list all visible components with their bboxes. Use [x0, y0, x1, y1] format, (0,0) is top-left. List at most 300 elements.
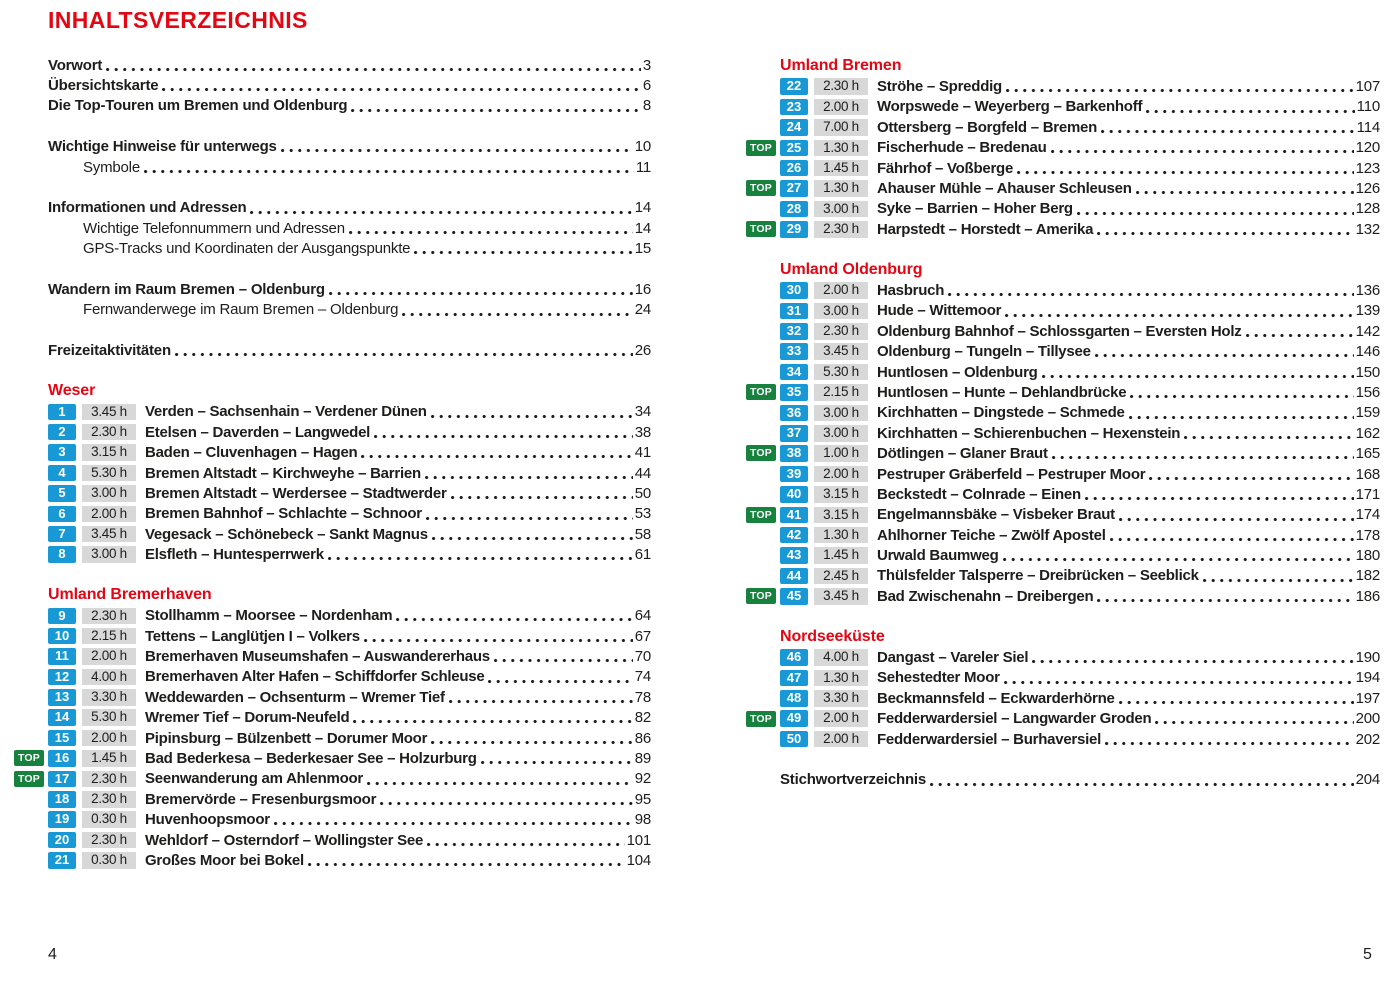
tour-page: 202 — [1355, 730, 1380, 748]
dot-leader — [353, 719, 632, 724]
tour-title: Huvenhoopsmoor — [145, 811, 270, 829]
tour-duration: 3.45 h — [82, 404, 136, 421]
tour-title: Wehldorf – Osterndorf – Wollingster See — [145, 831, 424, 849]
tour-title: Engelmannsbäke – Visbeker Braut — [877, 506, 1115, 524]
spacer — [48, 259, 651, 279]
tour-page: 168 — [1355, 465, 1380, 483]
tour-title: Pipinsburg – Bülzenbett – Dorumer Moor — [145, 729, 428, 747]
dot-leader — [250, 210, 632, 215]
tour-title: Bad Zwischenahn – Dreibergen — [877, 587, 1094, 605]
tour-duration: 2.30 h — [82, 771, 136, 788]
tour-entry — [780, 158, 1380, 178]
tour-title: Pestruper Gräberfeld – Pestruper Moor — [877, 465, 1146, 483]
tour-page: 78 — [634, 688, 651, 706]
tour-title: Dötlingen – Glaner Braut — [877, 445, 1048, 463]
tour-entry — [48, 402, 651, 422]
tour-number-badge: 46 — [780, 649, 808, 666]
tour-duration: 3.45 h — [82, 526, 136, 543]
tour-number-badge: 1 — [48, 404, 76, 421]
dot-leader — [930, 782, 1354, 787]
tour-title: Bad Bederkesa – Bederkesaer See – Holzurburg — [145, 750, 477, 767]
spacer — [48, 320, 651, 340]
tour-entry — [750, 382, 1380, 402]
tour-duration: 3.45 h — [814, 343, 868, 360]
tour-number-badge: 12 — [48, 669, 76, 686]
tour-duration: 2.00 h — [814, 710, 868, 727]
tour-entry — [750, 219, 1380, 239]
dot-leader — [1042, 374, 1354, 379]
tour-duration: 2.45 h — [814, 568, 868, 585]
tour-duration: 3.00 h — [814, 201, 868, 218]
tour-entry — [780, 301, 1380, 321]
tour-page: 171 — [1355, 485, 1380, 503]
dot-leader — [1097, 231, 1353, 236]
tour-section — [750, 627, 1380, 749]
dot-leader — [1004, 680, 1354, 685]
tour-number-badge: 42 — [780, 527, 808, 544]
tour-entry — [48, 809, 651, 829]
tour-entry — [780, 403, 1380, 423]
toc-entry-label: Wandern im Raum Bremen – Oldenburg — [48, 280, 325, 298]
dot-leader — [1155, 720, 1353, 725]
tour-entry — [780, 729, 1380, 749]
dot-leader — [1017, 170, 1353, 175]
tour-duration: 1.30 h — [814, 527, 868, 544]
tour-number-badge: 37 — [780, 425, 808, 442]
tour-duration: 3.15 h — [814, 507, 868, 524]
toc-entry — [48, 340, 651, 360]
toc-entry-label: Übersichtskarte — [48, 77, 159, 95]
tour-number-badge: 13 — [48, 689, 76, 706]
tour-entry — [750, 443, 1380, 463]
dot-leader — [1129, 415, 1354, 420]
toc-entry — [48, 198, 651, 218]
tour-duration: 2.00 h — [82, 730, 136, 747]
toc-entry — [48, 75, 651, 95]
section-tour-list — [48, 402, 651, 565]
tour-duration: 2.30 h — [814, 323, 868, 340]
tour-page: 101 — [626, 831, 651, 849]
toc-entry-page: 6 — [642, 77, 651, 95]
tour-duration: 7.00 h — [814, 119, 868, 136]
toc-entry — [48, 218, 651, 238]
tour-entry — [780, 484, 1380, 504]
tour-number-badge: 30 — [780, 282, 808, 299]
tour-title: Huntlosen – Oldenburg — [877, 363, 1038, 381]
tour-title: Vegesack – Schönebeck – Sankt Magnus — [145, 525, 428, 543]
tour-duration: 3.00 h — [814, 303, 868, 320]
tour-entry — [750, 586, 1380, 606]
tour-title: Sehestedter Moor — [877, 669, 1000, 687]
tour-entry — [780, 647, 1380, 667]
tour-duration: 2.30 h — [82, 832, 136, 849]
tour-title: Bremen Bahnhof – Schlachte – Schnoor — [145, 505, 422, 523]
tour-page: 132 — [1355, 220, 1380, 238]
tour-title: Oldenburg – Tungeln – Tillysee — [877, 343, 1091, 361]
page-number-right: 5 — [1363, 946, 1372, 963]
tour-entry — [780, 545, 1380, 565]
toc-entry-page: 8 — [642, 97, 651, 115]
tour-title: Beckmannsfeld – Eckwarderhörne — [877, 689, 1115, 707]
toc-entry-label: Informationen und Adressen — [48, 199, 247, 217]
dot-leader — [414, 250, 632, 255]
tour-section — [750, 260, 1380, 607]
tour-entry — [48, 606, 651, 626]
tour-duration: 3.30 h — [814, 690, 868, 707]
tour-title: Bremen Altstadt – Werdersee – Stadtwerder — [145, 484, 447, 502]
dot-leader — [1051, 149, 1354, 154]
tour-entry — [18, 769, 651, 789]
toc-entry — [780, 770, 1380, 790]
tour-duration: 2.00 h — [814, 282, 868, 299]
tour-entry — [48, 422, 651, 442]
tour-title: Bremen Altstadt – Kirchweyhe – Barrien — [145, 464, 421, 482]
dot-leader — [1105, 741, 1354, 746]
tour-title: Ahauser Mühle – Ahauser Schleusen — [877, 180, 1132, 198]
tour-number-badge: 45 — [780, 588, 808, 605]
tour-title: Kirchhatten – Dingstede – Schmede — [877, 404, 1125, 422]
tour-entry — [48, 524, 651, 544]
tour-page: 95 — [634, 790, 651, 808]
toc-entry-label: Vorwort — [48, 56, 103, 74]
dot-leader — [1006, 88, 1354, 93]
dot-leader — [1119, 517, 1354, 522]
dot-leader — [451, 495, 633, 500]
top-badge: TOP — [746, 140, 776, 156]
top-badge: TOP — [746, 384, 776, 400]
toc-entry-page: 26 — [634, 342, 651, 360]
tour-page: 159 — [1355, 404, 1380, 422]
tour-page: 53 — [634, 505, 651, 523]
tour-number-badge: 38 — [780, 445, 808, 462]
dot-leader — [380, 801, 633, 806]
tour-entry — [750, 709, 1380, 729]
dot-leader — [308, 862, 625, 867]
section-tour-list — [750, 280, 1380, 606]
top-badge: TOP — [746, 711, 776, 727]
tour-number-badge: 43 — [780, 547, 808, 564]
tour-title: Urwald Baumweg — [877, 547, 999, 565]
tour-entry — [48, 667, 651, 687]
tour-entry — [780, 342, 1380, 362]
section-tour-list — [750, 647, 1380, 749]
spacer — [48, 361, 651, 381]
dot-leader — [1005, 313, 1353, 318]
tour-duration: 3.00 h — [82, 546, 136, 563]
tour-duration: 4.00 h — [82, 669, 136, 686]
tour-entry — [780, 117, 1380, 137]
tour-number-badge: 18 — [48, 791, 76, 808]
tour-number-badge: 2 — [48, 424, 76, 441]
tour-section — [48, 381, 651, 565]
tour-page: 114 — [1356, 118, 1380, 136]
tour-page: 107 — [1355, 78, 1380, 96]
tour-duration: 2.30 h — [814, 221, 868, 238]
dot-leader — [1077, 211, 1354, 216]
tour-duration: 0.30 h — [82, 811, 136, 828]
dot-leader — [367, 781, 633, 786]
tour-entry — [750, 138, 1380, 158]
tour-page: 139 — [1355, 302, 1380, 320]
tour-page: 150 — [1355, 363, 1380, 381]
tour-number-badge: 50 — [780, 731, 808, 748]
tour-page: 98 — [634, 811, 651, 829]
tour-section — [750, 56, 1380, 240]
tour-number-badge: 32 — [780, 323, 808, 340]
tour-duration: 2.30 h — [814, 78, 868, 95]
tour-duration: 5.30 h — [82, 465, 136, 482]
tour-title: Kirchhatten – Schierenbuchen – Hexenstein — [877, 424, 1181, 442]
tour-title: Großes Moor bei Bokel — [145, 851, 304, 869]
spacer — [48, 116, 651, 136]
tour-number-badge: 39 — [780, 466, 808, 483]
tour-page: 38 — [634, 423, 651, 441]
dot-leader — [274, 821, 633, 826]
tour-title: Hasbruch — [877, 282, 945, 300]
tour-duration: 2.00 h — [814, 99, 868, 116]
tour-duration: 3.45 h — [814, 588, 868, 605]
dot-leader — [1136, 190, 1354, 195]
top-badge: TOP — [746, 180, 776, 196]
tour-number-badge: 36 — [780, 405, 808, 422]
dot-leader — [1095, 353, 1354, 358]
tour-duration: 5.30 h — [814, 364, 868, 381]
tour-page: 178 — [1355, 526, 1380, 544]
tour-entry — [780, 280, 1380, 300]
dot-leader — [427, 842, 624, 847]
toc-entry-page: 16 — [634, 280, 651, 298]
tour-entry — [48, 708, 651, 728]
tour-duration: 1.45 h — [814, 547, 868, 564]
tour-title: Ottersberg – Borgfeld – Bremen — [877, 118, 1098, 136]
dot-leader — [425, 475, 633, 480]
right-page-column — [750, 56, 1380, 790]
tour-entry — [48, 544, 651, 564]
toc-entry-page: 10 — [634, 138, 651, 156]
tour-number-badge: 28 — [780, 201, 808, 218]
toc-entry — [48, 55, 651, 75]
tour-number-badge: 48 — [780, 690, 808, 707]
tour-title: Hude – Wittemoor — [877, 302, 1002, 320]
top-badge: TOP — [746, 507, 776, 523]
tour-number-badge: 25 — [780, 140, 808, 157]
tour-title: Ströhe – Spreddig — [877, 78, 1002, 96]
tour-entry — [750, 505, 1380, 525]
tour-number-badge: 15 — [48, 730, 76, 747]
tour-page: 34 — [634, 403, 651, 421]
dot-leader — [1146, 109, 1354, 114]
dot-leader — [281, 148, 633, 153]
tour-page: 120 — [1355, 139, 1380, 157]
tour-duration: 2.30 h — [82, 791, 136, 808]
toc-entry-page: 15 — [634, 240, 651, 258]
tour-page: 165 — [1355, 445, 1380, 463]
dot-leader — [402, 312, 632, 317]
tour-title: Seenwanderung am Ahlenmoor — [145, 770, 363, 788]
tour-entry — [780, 97, 1380, 117]
toc-entry-page: 24 — [634, 301, 651, 319]
dot-leader — [481, 760, 633, 765]
dot-leader — [1085, 496, 1354, 501]
dot-leader — [328, 556, 633, 561]
dot-leader — [426, 516, 633, 521]
left-sections — [18, 361, 651, 871]
tour-entry — [780, 362, 1380, 382]
tour-duration: 2.15 h — [82, 628, 136, 645]
tour-number-badge: 41 — [780, 507, 808, 524]
tour-entry — [48, 789, 651, 809]
tour-duration: 2.30 h — [82, 424, 136, 441]
tour-number-badge: 7 — [48, 526, 76, 543]
toc-entry-label: Freizeitaktivitäten — [48, 342, 171, 360]
dot-leader — [175, 352, 633, 357]
tour-title: Ahlhorner Teiche – Zwölf Apostel — [877, 526, 1106, 544]
tour-page: 190 — [1355, 649, 1380, 667]
tour-page: 110 — [1356, 98, 1380, 116]
top-badge: TOP — [14, 750, 44, 766]
tour-entry — [780, 321, 1380, 341]
section-tour-list — [18, 606, 651, 871]
tour-page: 61 — [634, 546, 651, 564]
tour-page: 142 — [1355, 322, 1380, 340]
toc-entry — [48, 300, 651, 320]
tour-page: 50 — [634, 484, 651, 502]
tour-title: Bremerhaven Museumshafen – Auswandererhaus — [145, 648, 490, 666]
tour-title: Bremervörde – Fresenburgsmoor — [145, 790, 377, 808]
tour-page: 41 — [634, 444, 651, 462]
tour-number-badge: 10 — [48, 628, 76, 645]
tour-title: Syke – Barrien – Hoher Berg — [877, 200, 1073, 218]
tour-entry — [780, 199, 1380, 219]
tour-number-badge: 3 — [48, 444, 76, 461]
tour-duration: 1.30 h — [814, 140, 868, 157]
tour-page: 104 — [626, 851, 651, 869]
toc-entry — [48, 157, 651, 177]
tour-entry — [48, 728, 651, 748]
toc-entry-label: Die Top-Touren um Bremen und Oldenburg — [48, 97, 348, 115]
tour-number-badge: 9 — [48, 608, 76, 625]
dot-leader — [1184, 435, 1353, 440]
toc-entry-page: 14 — [634, 219, 651, 237]
tour-title: Beckstedt – Colnrade – Einen — [877, 485, 1081, 503]
tour-duration: 2.15 h — [814, 384, 868, 401]
section-heading: Umland Oldenburg — [780, 260, 923, 278]
toc-entry-label: Wichtige Telefonnummern und Adressen — [83, 219, 345, 237]
tour-title: Stollhamm – Moorsee – Nordenham — [145, 607, 393, 625]
spacer — [780, 240, 1380, 260]
dot-leader — [144, 169, 634, 174]
toc-entry — [48, 279, 651, 299]
tour-duration: 3.00 h — [82, 485, 136, 502]
tour-entry — [48, 483, 651, 503]
tour-page: 146 — [1355, 343, 1380, 361]
tour-title: Oldenburg Bahnhof – Schlossgarten – Eversten Holz — [877, 322, 1242, 340]
tour-entry — [780, 566, 1380, 586]
tour-title: Elsfleth – Huntesperrwerk — [145, 546, 324, 564]
tour-number-badge: 23 — [780, 99, 808, 116]
tour-title: Tettens – Langlütjen I – Volkers — [145, 627, 360, 645]
tour-page: 156 — [1355, 383, 1380, 401]
tour-page: 128 — [1355, 200, 1380, 218]
tour-title: Fedderwardersiel – Burhaversiel — [877, 730, 1102, 748]
tour-duration: 2.30 h — [82, 608, 136, 625]
dot-leader — [349, 230, 633, 235]
tour-title: Fährhof – Voßberge — [877, 159, 1014, 177]
tour-title: Etelsen – Daverden – Langwedel — [145, 423, 371, 441]
spacer — [48, 565, 651, 585]
tour-title: Fedderwardersiel – Langwarder Groden — [877, 710, 1152, 728]
tour-duration: 1.30 h — [814, 670, 868, 687]
tour-page: 200 — [1355, 710, 1380, 728]
tour-page: 174 — [1355, 506, 1380, 524]
tour-entry — [48, 830, 651, 850]
tour-page: 126 — [1355, 180, 1380, 198]
tour-number-badge: 4 — [48, 465, 76, 482]
toc-entry — [48, 96, 651, 116]
section-heading: Umland Bremen — [780, 57, 902, 74]
tour-title: Bremerhaven Alter Hafen – Schiffdorfer Schleuse — [145, 668, 485, 686]
dot-leader — [361, 454, 632, 459]
tour-duration: 1.45 h — [82, 750, 136, 767]
section-heading: Umland Bremerhaven — [48, 586, 212, 604]
tour-entry — [780, 668, 1380, 688]
tour-duration: 0.30 h — [82, 852, 136, 869]
tour-page: 197 — [1355, 689, 1380, 707]
dot-leader — [374, 434, 633, 439]
tour-number-badge: 24 — [780, 119, 808, 136]
tour-page: 67 — [634, 627, 651, 645]
toc-entry-label: Wichtige Hinweise für unterwegs — [48, 138, 277, 156]
tour-entry — [780, 688, 1380, 708]
back-matter-list — [780, 770, 1380, 790]
toc-entry — [48, 239, 651, 259]
tour-page: 182 — [1355, 567, 1380, 585]
tour-entry — [48, 442, 651, 462]
dot-leader — [1246, 333, 1354, 338]
dot-leader — [351, 108, 641, 113]
top-badge: TOP — [746, 445, 776, 461]
dot-leader — [162, 87, 640, 92]
tour-entry — [780, 464, 1380, 484]
toc-entry-page: 11 — [635, 158, 651, 176]
tour-page: 74 — [634, 668, 651, 686]
tour-entry — [48, 463, 651, 483]
dot-leader — [364, 638, 633, 643]
tour-page: 82 — [634, 709, 651, 727]
tour-number-badge: 33 — [780, 343, 808, 360]
dot-leader — [1119, 700, 1354, 705]
tour-number-badge: 35 — [780, 384, 808, 401]
dot-leader — [449, 699, 633, 704]
tour-duration: 1.45 h — [814, 160, 868, 177]
section-heading: Weser — [48, 382, 96, 400]
dot-leader — [432, 536, 633, 541]
tour-number-badge: 19 — [48, 811, 76, 828]
tour-title: Worpswede – Weyerberg – Barkenhoff — [877, 98, 1143, 116]
left-page-column — [18, 7, 651, 871]
tour-page: 186 — [1355, 587, 1380, 605]
tour-page: 89 — [634, 750, 651, 767]
section-tour-list — [750, 76, 1380, 239]
tour-title: Fischerhude – Bredenau — [877, 139, 1047, 157]
tour-title: Verden – Sachsenhain – Verdener Dünen — [145, 403, 427, 421]
dot-leader — [1097, 598, 1353, 603]
tour-title: Huntlosen – Hunte – Dehlandbrücke — [877, 383, 1127, 401]
tour-page: 64 — [634, 607, 651, 625]
tour-duration: 2.00 h — [82, 648, 136, 665]
dot-leader — [494, 658, 633, 663]
dot-leader — [329, 291, 633, 296]
